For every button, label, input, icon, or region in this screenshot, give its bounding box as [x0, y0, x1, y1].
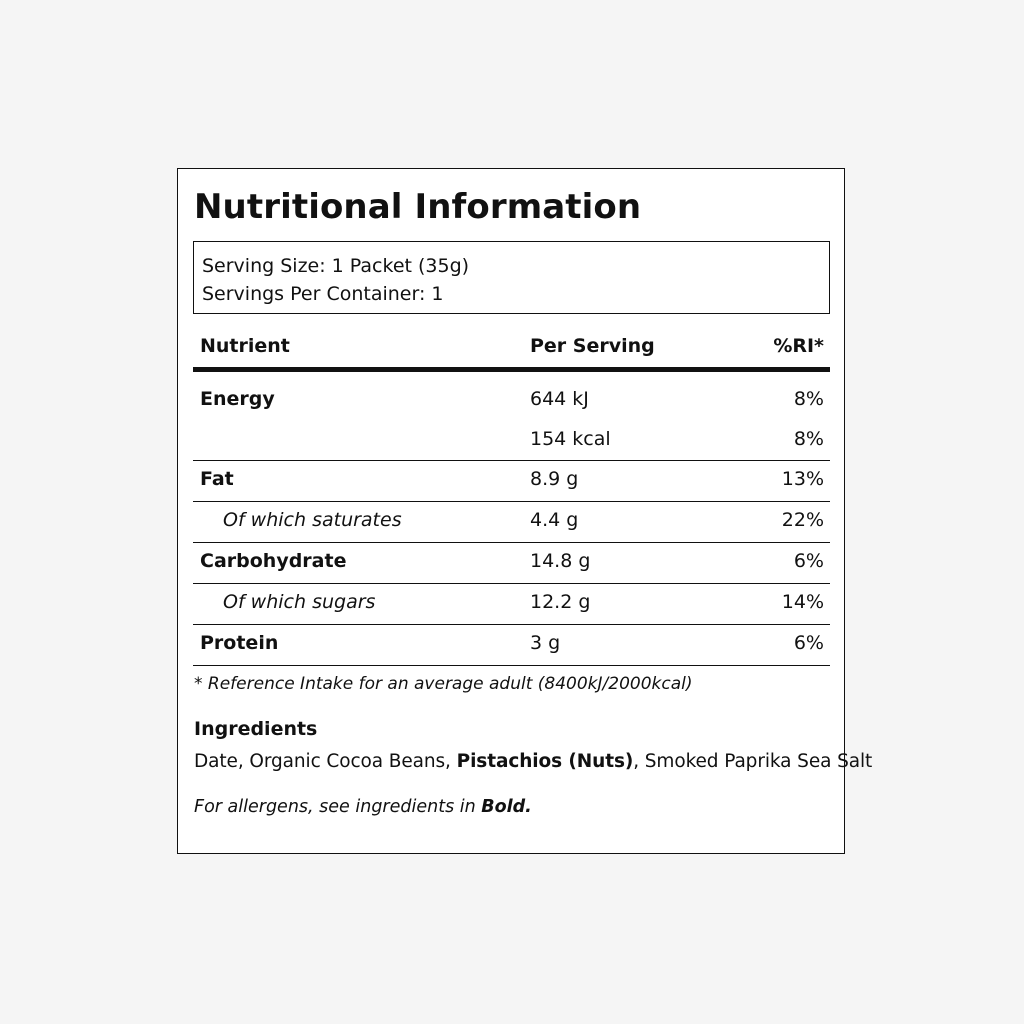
- nutrient-name: Energy: [200, 388, 275, 410]
- label-title: Nutritional Information: [194, 187, 642, 227]
- table-row-fat: [193, 461, 830, 502]
- nutrition-label: [177, 168, 873, 854]
- nutrient-name: Protein: [200, 632, 279, 654]
- table-row-energy: [193, 372, 830, 461]
- allergen-note-text: For allergens, see ingredients in: [194, 797, 482, 817]
- nutrient-ri: 13%: [781, 468, 824, 490]
- nutrient-ri: 6%: [793, 550, 824, 572]
- serving-size: Serving Size: 1 Packet (35g): [202, 255, 470, 277]
- nutrient-ri: 14%: [781, 591, 824, 613]
- nutrient-name: Of which saturates: [223, 509, 402, 531]
- ri-footnote: * Reference Intake for an average adult (8400kJ/2000kcal): [194, 674, 693, 694]
- nutrient-value: 3 g: [530, 632, 561, 654]
- nutrient-value: 14.8 g: [530, 550, 591, 572]
- table-row-protein: [193, 625, 830, 666]
- allergen-note-bold: Bold.: [481, 797, 532, 817]
- header-nutrient: Nutrient: [200, 335, 290, 357]
- nutrient-ri-kj: 8%: [793, 388, 824, 410]
- nutrition-table: [193, 329, 830, 666]
- allergen-note: [194, 797, 532, 817]
- servings-per-container: Servings Per Container: 1: [202, 283, 444, 305]
- allergen-ingredient: Pistachios (Nuts): [456, 751, 634, 772]
- table-header: [193, 329, 830, 372]
- ingredients-text-end: , Smoked Paprika Sea Salt: [633, 751, 873, 772]
- nutrient-ri: 6%: [793, 632, 824, 654]
- header-ri: %RI*: [773, 335, 824, 357]
- nutrient-ri: 22%: [781, 509, 824, 531]
- ingredients-text: Date, Organic Cocoa Beans,: [194, 751, 457, 772]
- nutrient-value-kj: 644 kJ: [530, 388, 589, 410]
- nutrient-value: 12.2 g: [530, 591, 591, 613]
- nutrient-value: 8.9 g: [530, 468, 579, 490]
- serving-info-box: [193, 241, 830, 314]
- header-per-serving: Per Serving: [530, 335, 655, 357]
- nutrient-name: Of which sugars: [223, 591, 376, 613]
- table-row-sugars: [193, 584, 830, 625]
- nutrient-ri-kcal: 8%: [793, 428, 824, 450]
- nutrient-name: Carbohydrate: [200, 550, 347, 572]
- table-row-carbohydrate: [193, 543, 830, 584]
- ingredients-list: [194, 751, 872, 772]
- ingredients-heading: Ingredients: [194, 718, 318, 740]
- nutrient-value: 4.4 g: [530, 509, 579, 531]
- nutrient-name: Fat: [200, 468, 234, 490]
- nutrient-value-kcal: 154 kcal: [530, 428, 611, 450]
- table-row-saturates: [193, 502, 830, 543]
